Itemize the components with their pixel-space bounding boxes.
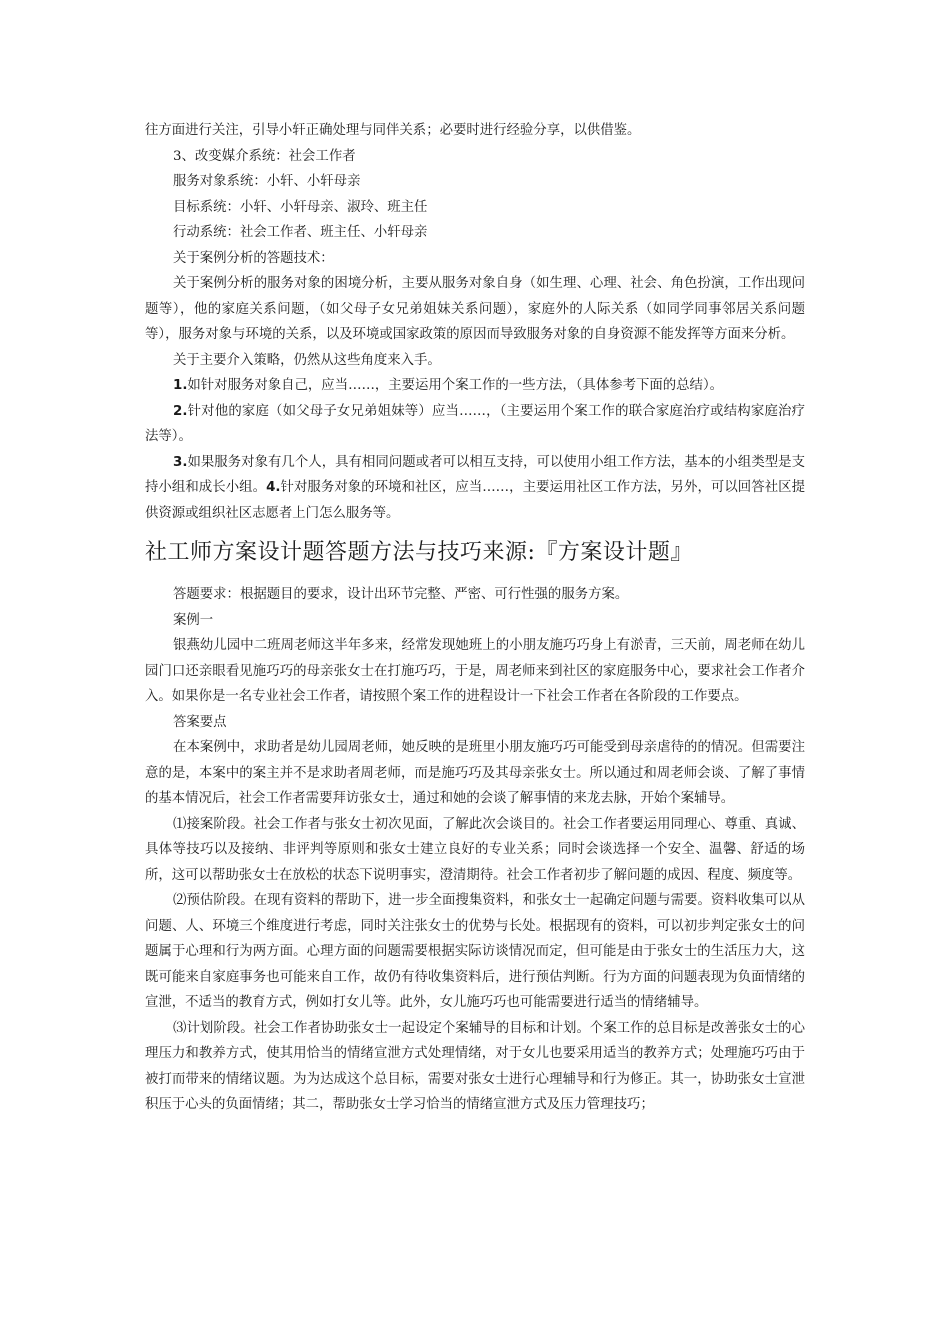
paragraph: 关于案例分析的答题技术： <box>173 250 334 266</box>
paragraph: 目标系统：小轩、小轩母亲、淑玲、班主任 <box>173 199 428 215</box>
paragraph: 关于主要介入策略，仍然从这些角度来入手。 <box>173 352 441 368</box>
paragraph: 银燕幼儿园中二班周老师这半年多来，经常发现她班上的小朋友施巧巧身上有淤青，三天前，周老师在幼儿园门口还亲眼看见施巧巧的母亲张女士在打施巧巧，于是，周老师来到社区的家庭服务中心，要求社会工作者介入。如果你是一名专业社会工作者，请按照个案工作的进程设计一下社会工作者在各阶段的工作要点。 <box>145 638 805 704</box>
list-number: 4. <box>266 480 281 495</box>
paragraph: 往方面进行关注，引导小轩正确处理与同伴关系；必要时进行经验分享，以供借鉴。 <box>145 123 641 138</box>
paragraph: 在本案例中，求助者是幼儿园周老师，她反映的是班里小朋友施巧巧可能受到母亲虐待的的情况。但需要注意的是，本案中的案主并不是求助者周老师，而是施巧巧及其母亲张女士。所以通过和周老师会谈、了解了事情的基本情况后，社会工作者需要拜访张女士，通过和她的会谈了解事情的来龙去脉，开始个案辅导。 <box>145 740 805 806</box>
paragraph: 答题要求：根据题目的要求，设计出环节完整、严密、可行性强的服务方案。 <box>173 587 629 602</box>
paragraph: 案例一 <box>173 612 214 628</box>
paragraph: ⑵预估阶段。在现有资料的帮助下，进一步全面搜集资料，和张女士一起确定问题与需要。资料收集可以从问题、人、环境三个维度进行考虑，同时关注张女士的优势与长处。根据现有的资料，可以初步判定张女士的问题属于心理和行为两方面。心理方面的问题需要根据实际访谈情况而定，但可能是由于张女士的生活压力大，这既可能来自家庭事务也可能来自工作，故仍有待收集资料后，进行预估判断。行为方面的问题表现为负面情绪的宣泄，不适当的教育方式，例如打女儿等。此外，女儿施巧巧也可能需要进行适当的情绪辅导。 <box>145 893 805 1010</box>
paragraph: 3、改变媒介系统：社会工作者 <box>173 148 356 164</box>
paragraph: ⑴接案阶段。社会工作者与张女士初次见面，了解此次会谈目的。社会工作者要运用同理心、尊重、真诚、具体等技巧以及接纳、非评判等原则和张女士建立良好的专业关系；同时会谈选择一个安全、温馨、舒适的场所，这可以帮助张女士在放松的状态下说明事实，澄清期待。社会工作者初步了解问题的成因、程度、频度等。 <box>145 816 805 883</box>
list-item <box>145 399 805 450</box>
list-text: 针对他的家庭（如父母子女兄弟姐妹等）应当……，（主要运用个案工作的联合家庭治疗或结构家庭治疗法等）。 <box>145 403 805 444</box>
list-text: 针对服务对象的环境和社区，应当……，主要运用社区工作方法，另外，可以回答社区提供资源或组织社区志愿者上门怎么服务等。 <box>145 480 805 521</box>
list-item <box>145 450 805 527</box>
paragraph: 答案要点 <box>173 714 227 730</box>
list-number: 1. <box>173 378 188 393</box>
list-item <box>145 373 805 399</box>
paragraph: 行动系统：社会工作者、班主任、小轩母亲 <box>173 225 428 240</box>
list-number: 2. <box>173 403 188 419</box>
paragraph: 服务对象系统：小轩、小轩母亲 <box>173 174 361 189</box>
paragraph: 关于案例分析的服务对象的困境分析，主要从服务对象自身（如生理、心理、社会、角色扮演，工作出现问题等），他的家庭关系问题，（如父母子女兄弟姐妹关系问题），家庭外的人际关系（如同学同事邻居关系问题等），服务对象与环境的关系，以及环境或国家政策的原因而导致服务对象的自身资源不能发挥等方面来分析。 <box>145 276 805 342</box>
section-heading: 社工师方案设计题答题方法与技巧来源:『方案设计题』 <box>145 540 693 565</box>
paragraph: ⑶计划阶段。社会工作者协助张女士一起设定个案辅导的目标和计划。个案工作的总目标是改善张女士的心理压力和教养方式，使其用恰当的情绪宣泄方式处理情绪，对于女儿也要采用适当的教养方式；处理施巧巧由于被打而带来的情绪议题。为为达成这个总目标，需要对张女士进行心理辅导和行为修正。其一，协助张女士宣泄积压于心头的负面情绪；其二，帮助张女士学习恰当的情绪宣泄方式及压力管理技巧； <box>145 1020 805 1112</box>
list-text: 如果服务对象有几个人，具有相同问题或者可以相互支持，可以使用小组工作方法，基本的小组类型是支持小组和成长小组。 <box>145 454 805 495</box>
list-number: 3. <box>173 454 188 470</box>
list-text: 如针对服务对象自己，应当……，主要运用个案工作的一些方法，（具体参考下面的总结）。 <box>187 378 724 393</box>
